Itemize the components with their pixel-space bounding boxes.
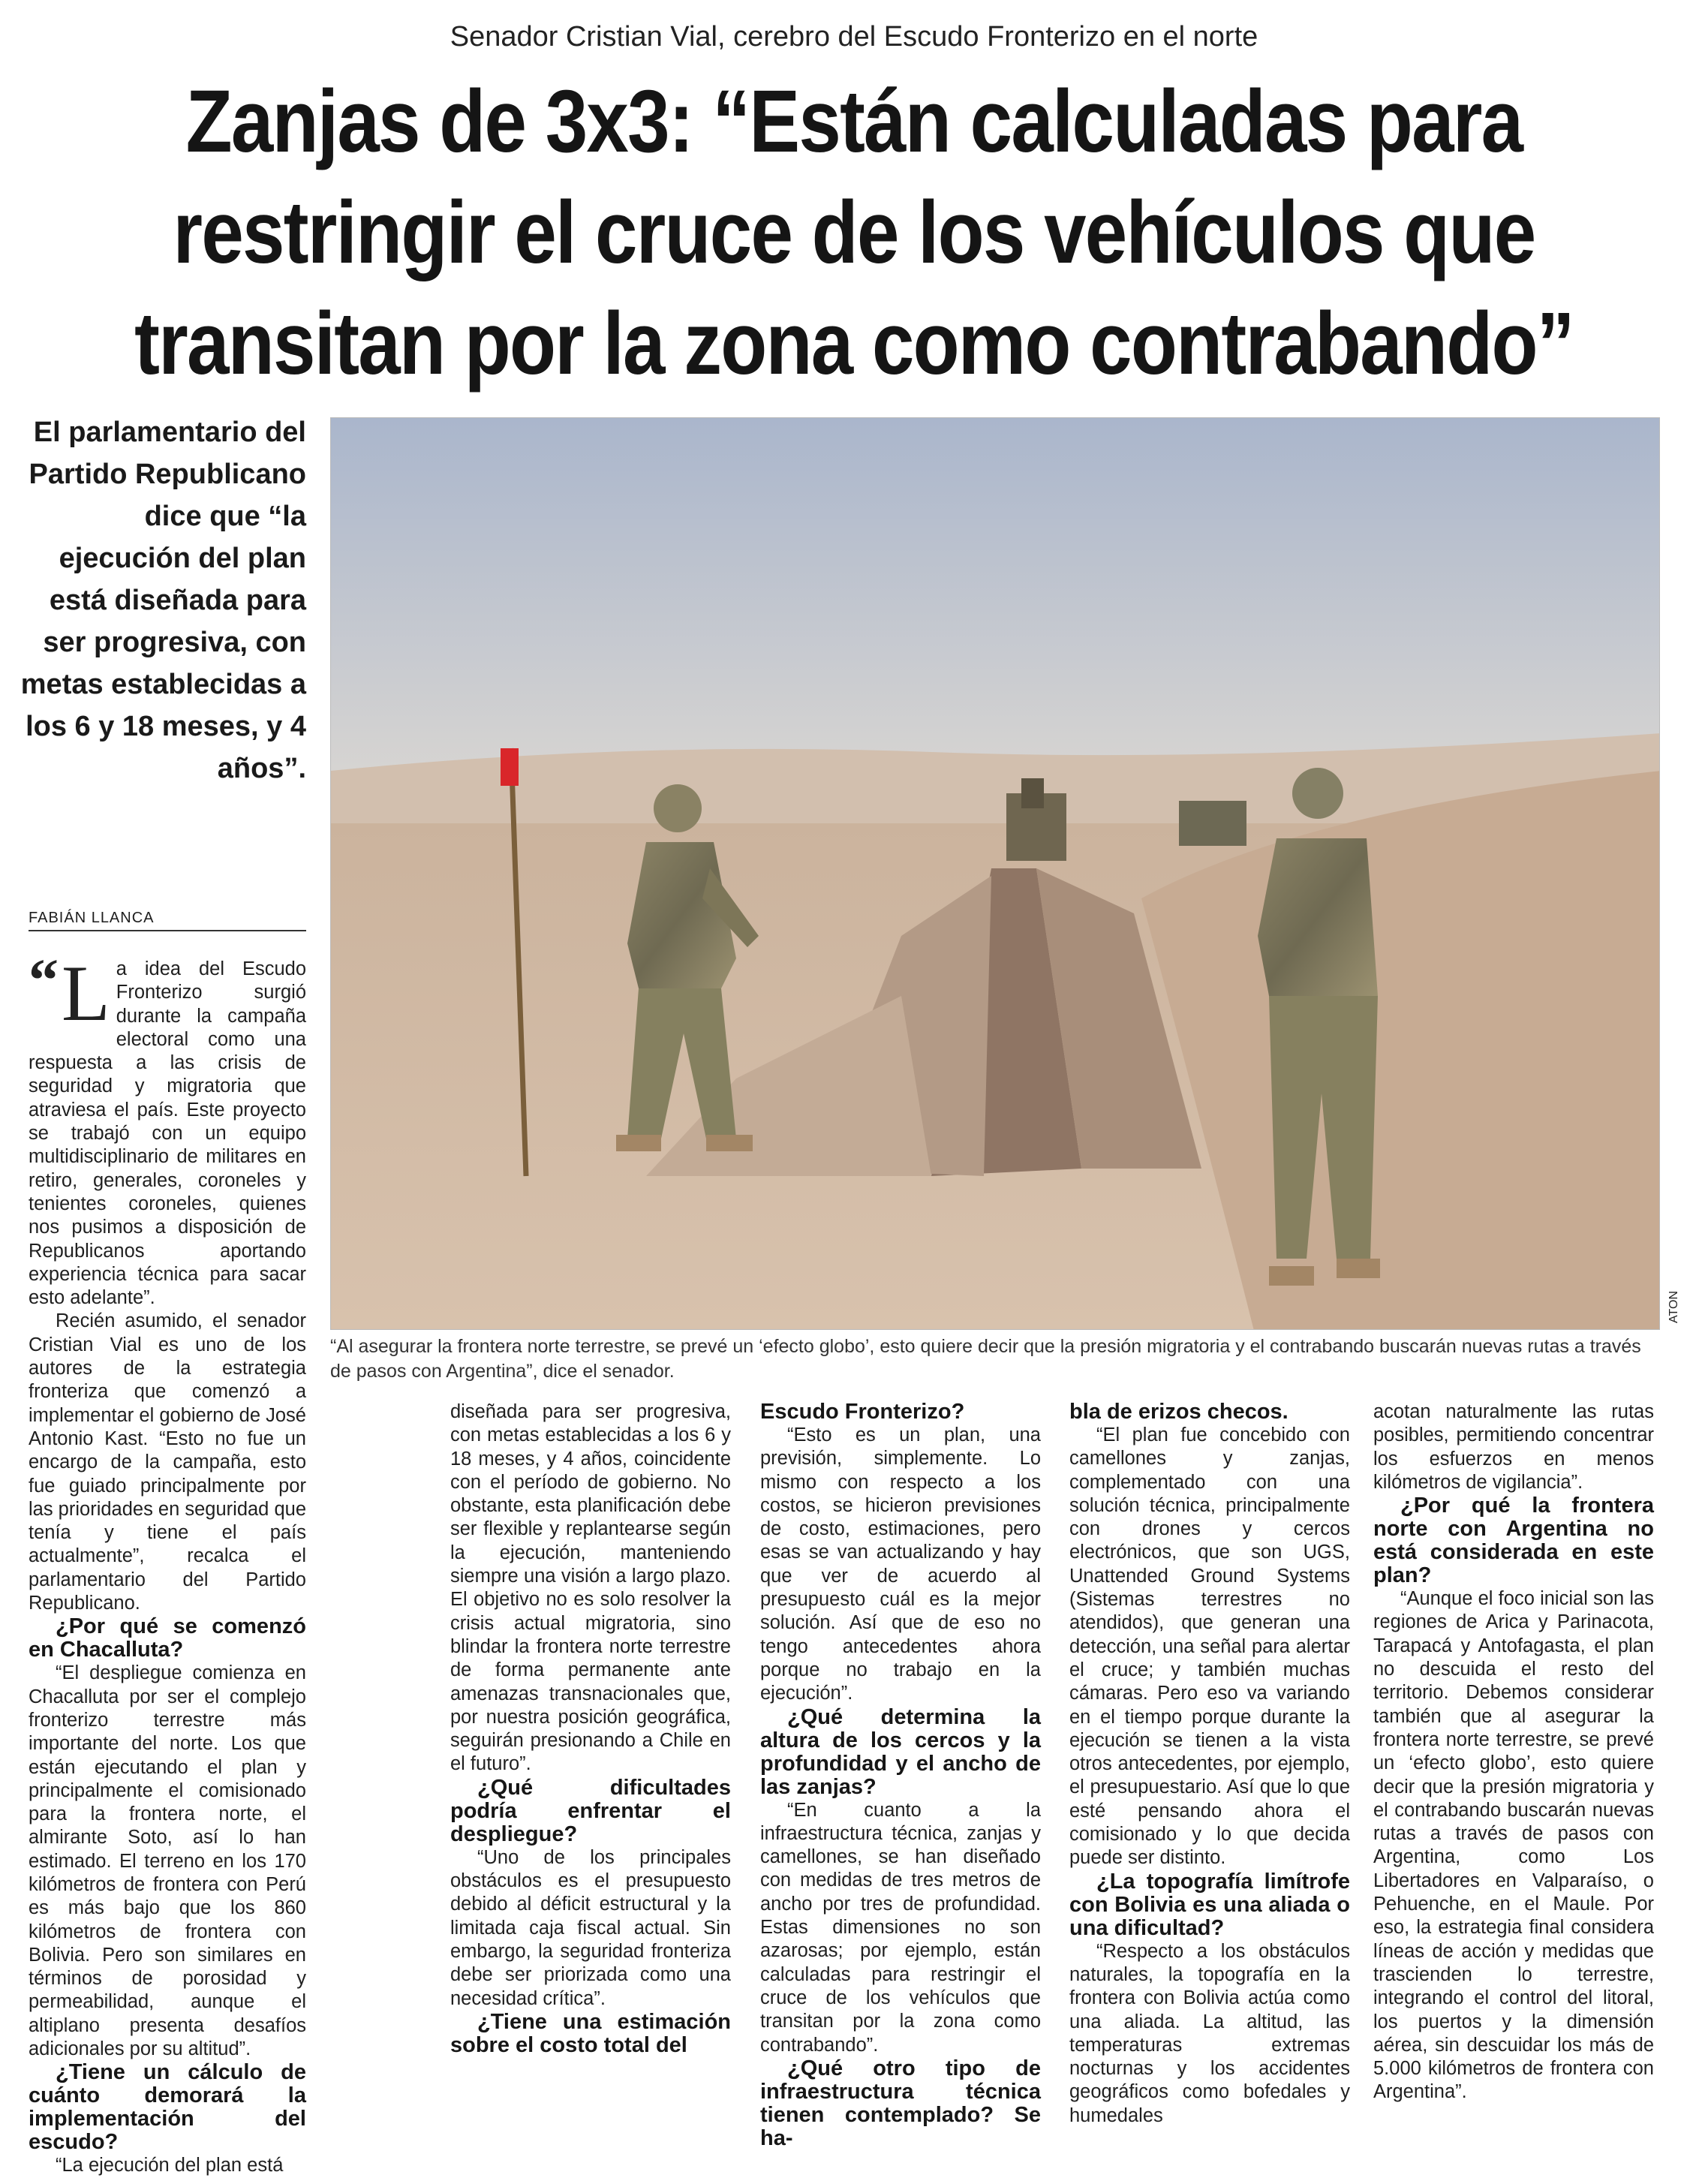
headline-line-1: Zanjas de 3x3: “Están calculadas para [185,72,1523,171]
lead-summary: El parlamentario del Partido Republicano dice que “la ejecución del plan está diseñada para ser progresiva, con metas establecidas a los 6 y 18 meses, y 4 años”. [20,417,306,784]
column-4 [1069,1400,1350,2128]
paragraph: “Respecto a los obstáculos naturales, la topografía en la frontera con Bolivia actúa como una aliada. La altitud, las temperaturas extremas nocturnas y los accidentes geográficos como bofedales y humedales [1069,1940,1350,2126]
paragraph: “El plan fue concebido con camellones y zanjas, complementado con una solución técnica, principalmente con drones y cercos electrónicos, que son UGS, Unattended Ground Systems (Sistemas terrestres no atendidos), que generan una detección, una señal para alertar el cruce; y también muchas cámaras. Pero eso va variando en el tiempo porque durante la ejecución se tienen a la vista otros antecedentes, por ejemplo, el presupuestario. Así que lo que esté pensando ahora el comisionado y lo que decida puede ser distinto. [1069,1424,1350,1869]
drop-quote-mark: “ [29,948,59,1014]
question-heading: ¿Qué determina la altura de los cercos y la profundidad y el ancho de las zanjas? [760,1704,1041,1799]
question-heading-continued: Escudo Fronterizo? [760,1400,965,1424]
paragraph: “La ejecución del plan está [56,2155,284,2176]
paragraph: acotan naturalmente las rutas posibles, permitiendo concentrar los esfuerzos en menos kilómetros de vigilancia”. [1373,1401,1654,1493]
kicker: Senador Cristian Vial, cerebro del Escudo Fronterizo en el norte [450,21,1258,53]
question-heading: ¿Por qué la frontera norte con Argentina no está considerada en este plan? [1373,1494,1654,1588]
question-heading-continued: bla de erizos checos. [1069,1400,1289,1424]
headline [133,66,1576,399]
photo-caption: “Al asegurar la frontera norte terrestre, se prevé un ‘efecto globo’, esto quiere decir que la presión migratoria y el contrabando buscarán nuevas rutas a través de pasos con Argentina”, dice el senador. [330,1336,1641,1382]
article-photo [330,417,1660,1330]
column-5 [1373,1400,1654,2104]
paragraph: “Esto es un plan, una previsión, simplemente. Lo mismo con respecto a los costos, se hicieron previsiones de costo, estimaciones, pero esas se van actualizando y hay que ver de acuerdo al presupuesto cuál es la mejor solución. Así que de eso no tengo antecedentes ahora porque no trabajo en la ejecución”. [760,1424,1041,1704]
paragraph: diseñada para ser progresiva, con metas establecidas a los 6 y 18 meses, y 4 años, coincidente con el período de gobierno. No obstante, esta planificación debe ser flexible y replantearse según la ejecución, manteniendo siempre una visión a largo plazo. El objetivo no es solo resolver la crisis actual migratoria, sino blindar la frontera norte terrestre de forma permanente ante amenazas transnacionales que, por nuestra posición geográfica, seguirán presionando a Chile en el futuro”. [450,1401,731,1775]
question-heading: ¿Tiene un cálculo de cuánto demorará la implementación del escudo? [29,2060,306,2155]
paragraph: “Aunque el foco inicial son las regiones de Arica y Parinacota, Tarapacá y Antofagasta, el plan no descuida el resto del territorio. Debemos considerar también que al asegurar la frontera norte terrestre, se prevé un ‘efecto globo’, esto quiere decir que la presión migratoria y el contrabando buscarán nuevas rutas a través de pasos con Argentina, como Los Libertadores en Valparaíso, o Pehuenche, en el Maule. Por eso, la estrategia final considera líneas de acción y medidas que trascienden lo terrestre, integrando el control del litoral, los puertos y la dimensión aérea, sin descuidar los más de 5.000 kilómetros de frontera con Argentina”. [1373,1588,1654,2103]
byline: FABIÁN LLANCA [29,910,306,931]
headline-line-2: restringir el cruce de los vehículos que [173,183,1535,282]
headline-line-3: transitan por la zona como contrabando” [134,294,1574,393]
photo-credit: ATON [1667,1291,1680,1323]
question-heading: ¿La topografía limítrofe con Bolivia es una aliada o una dificultad? [1069,1869,1350,1940]
drop-cap: L [62,949,110,1037]
paragraph: “Uno de los principales obstáculos es el presupuesto debido al déficit estructural y la limitada caja fiscal actual. Sin embargo, la seguridad fronteriza debe ser priorizada como una necesidad crítica”. [450,1846,731,2009]
column-3 [760,1400,1041,2150]
column-2 [450,1400,731,2057]
question-heading: ¿Por qué se comenzó en Chacalluta? [29,1614,306,1662]
paragraph: “En cuanto a la infraestructura técnica, zanjas y camellones, se han diseñado con medidas de tres metros de ancho por tres de profundidad. Estas dimensiones no son azarosas; por ejemplo, están calculadas para restringir el cruce de los vehículos que transitan por la zona como contrabando”. [760,1799,1041,2056]
question-heading: ¿Qué otro tipo de infraestructura técnica tienen contemplado? Se ha- [760,2056,1041,2150]
question-heading: ¿Qué dificultades podría enfrentar el despliegue? [450,1775,731,1846]
opening-paragraph [29,948,306,1310]
question-heading: ¿Tiene una estimación sobre el costo total del [450,2009,731,2057]
column-1 [29,948,306,2178]
paragraph: “El despliegue comienza en Chacalluta por ser el complejo fronterizo terrestre más importante del norte. Los que están ejecutando el plan y principalmente el comisionado para la frontera norte, el almirante Soto, así lo han estimado. El terreno en los 170 kilómetros de frontera con Perú es más bajo que los 860 kilómetros de frontera con Bolivia. Pero son similares en términos de porosidad y permeabilidad, aunque el altiplano presenta desafíos adicionales por su altitud”. [29,1662,306,2060]
paragraph-text: a idea del Escudo Fronterizo surgió durante la campaña electoral como una respuesta a las crisis de seguridad y migratoria que atraviesa el país. Este proyecto se trabajó con un equipo multidisciplinario de militares en retiro, generales, coroneles y tenientes coroneles, quienes nos pusimos a disposición de Republicanos aportando experiencia técnica para sacar esto adelante”. [29,958,306,1309]
paragraph: Recién asumido, el senador Cristian Vial es uno de los autores de la estrategia fronteriza que comenzó a implementar el gobierno de José Antonio Kast. “Esto no fue un encargo de la campaña, esto fue guiado principalmente por las prioridades en seguridad que tenía y tiene el país actualmente”, recalca el parlamentario del Partido Republicano. [29,1310,306,1614]
photo-soldiers-trench-icon [331,418,1660,1330]
